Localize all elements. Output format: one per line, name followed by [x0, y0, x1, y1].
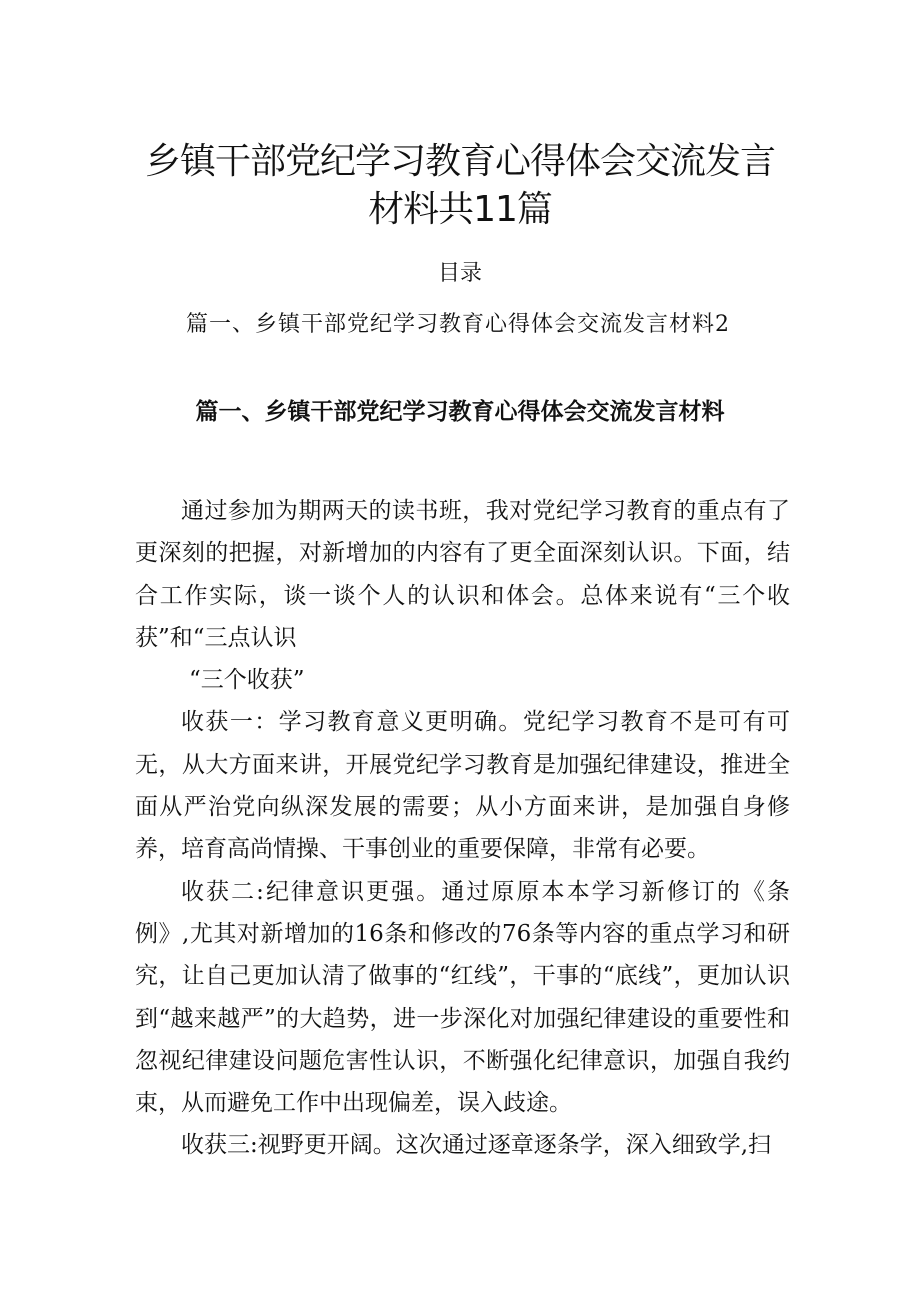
toc-heading: 目录: [437, 261, 482, 286]
document-title-line-1: 乡镇干部党纪学习教育心得体会交流发言: [144, 141, 775, 182]
paragraph-gain-3: 收获三:视野更开阔。这次通过逐章逐条学，深入细致学,扫: [181, 1132, 772, 1159]
paragraph-gain-1: 收获一：学习教育意义更明确。党纪学习教育不是可有可无，从大方面来讲，开展党纪学习教育是加强纪律建设，推进全面从严治党向纵深发展的需要；从小方面来讲，是加强自身修养，培育高尚情操、干事创业的重要保障，非常有必要。: [135, 709, 790, 863]
paragraph-gain-2: 收获二:纪律意识更强。通过原原本本学习新修订的《条例》,尤其对新增加的16条和修改的76条等内容的重点学习和研究，让自己更加认清了做事的“红线”，干事的“底线”，更加认识到“越来越严”的大趋势，进一步深化对加强纪律建设的重要性和忽视纪律建设问题危害性认识，不断强化纪律意识，加强自我约束，从而避免工作中出现偏差，误入歧途。: [135, 878, 790, 1117]
toc-item[interactable]: 篇一、乡镇干部党纪学习教育心得体会交流发言材料2: [186, 312, 730, 337]
document-body: [135, 490, 790, 1167]
section-title: 篇一、乡镇干部党纪学习教育心得体会交流发言材料: [195, 399, 725, 425]
paragraph-intro: 通过参加为期两天的读书班，我对党纪学习教育的重点有了更深刻的把握，对新增加的内容有了更全面深刻认识。下面，结合工作实际，谈一谈个人的认识和体会。总体来说有“三个收获”和“三点认识: [135, 498, 790, 651]
paragraph-subheading: “三个收获”: [189, 667, 305, 694]
document-title-line-2: 材料共11篇: [368, 189, 552, 230]
